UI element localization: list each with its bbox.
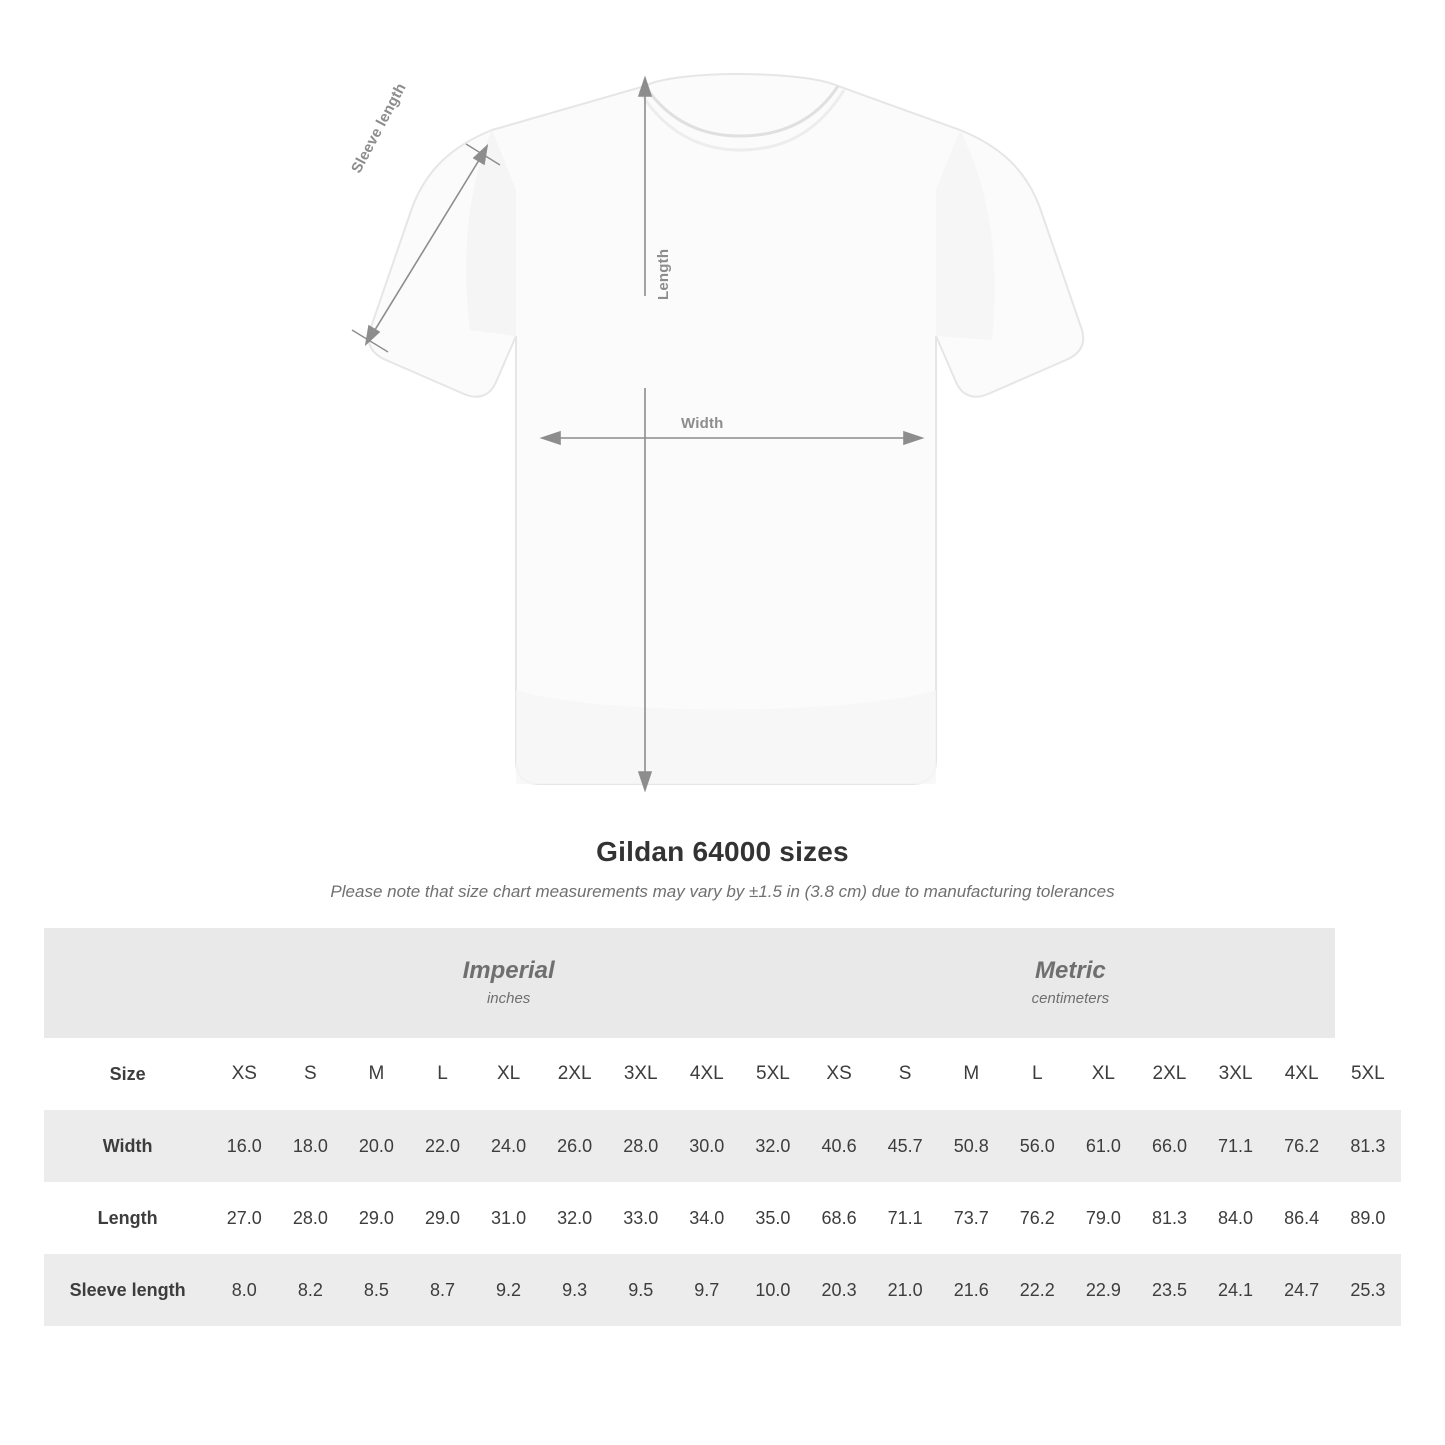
table-row-width	[44, 1110, 1401, 1182]
page-title: Gildan 64000 sizes	[596, 836, 849, 867]
col-header-metric-s: S	[872, 1038, 938, 1110]
cell-width-imperial-2xl: 26.0	[542, 1110, 608, 1182]
cell-length-imperial-l: 29.0	[409, 1182, 475, 1254]
col-header-imperial-s: S	[277, 1038, 343, 1110]
cell-length-metric-5xl: 89.0	[1335, 1182, 1401, 1254]
cell-length-metric-l: 76.2	[1004, 1182, 1070, 1254]
cell-width-imperial-4xl: 30.0	[674, 1110, 740, 1182]
size-table	[44, 928, 1401, 1326]
unit-header-spacer	[44, 928, 211, 1038]
sleeve-length-label: Sleeve length	[348, 80, 410, 176]
cell-sleeve-imperial-l: 8.7	[409, 1254, 475, 1326]
col-header-metric-5xl: 5XL	[1335, 1038, 1401, 1110]
table-row-length	[44, 1182, 1401, 1254]
cell-width-imperial-l: 22.0	[409, 1110, 475, 1182]
table-row-sleeve-length	[44, 1254, 1401, 1326]
cell-length-imperial-2xl: 32.0	[542, 1182, 608, 1254]
metric-header	[806, 928, 1335, 1038]
cell-sleeve-metric-xs: 20.3	[806, 1254, 872, 1326]
cell-width-metric-xl: 61.0	[1070, 1110, 1136, 1182]
cell-length-metric-s: 71.1	[872, 1182, 938, 1254]
cell-sleeve-metric-l: 22.2	[1004, 1254, 1070, 1326]
cell-width-imperial-5xl: 32.0	[740, 1110, 806, 1182]
row-label-width: Width	[44, 1110, 211, 1182]
cell-width-metric-xs: 40.6	[806, 1110, 872, 1182]
cell-length-imperial-m: 29.0	[343, 1182, 409, 1254]
col-header-imperial-2xl: 2XL	[542, 1038, 608, 1110]
col-header-imperial-m: M	[343, 1038, 409, 1110]
col-header-imperial-4xl: 4XL	[674, 1038, 740, 1110]
cell-sleeve-metric-s: 21.0	[872, 1254, 938, 1326]
cell-sleeve-imperial-s: 8.2	[277, 1254, 343, 1326]
cell-length-imperial-5xl: 35.0	[740, 1182, 806, 1254]
cell-width-metric-m: 50.8	[938, 1110, 1004, 1182]
cell-width-imperial-xs: 16.0	[211, 1110, 277, 1182]
cell-width-metric-2xl: 66.0	[1136, 1110, 1202, 1182]
col-header-metric-2xl: 2XL	[1136, 1038, 1202, 1110]
size-header-row	[44, 1038, 1401, 1110]
width-label: Width	[681, 415, 724, 432]
cell-length-metric-4xl: 86.4	[1269, 1182, 1335, 1254]
tolerance-note: Please note that size chart measurements may vary by ±1.5 in (3.8 cm) due to manufacturing tolerances	[330, 882, 1115, 901]
cell-length-imperial-3xl: 33.0	[608, 1182, 674, 1254]
cell-width-metric-l: 56.0	[1004, 1110, 1070, 1182]
metric-unit-label: centimeters	[1031, 990, 1110, 1008]
cell-width-metric-s: 45.7	[872, 1110, 938, 1182]
col-header-imperial-l: L	[409, 1038, 475, 1110]
cell-width-metric-3xl: 71.1	[1203, 1110, 1269, 1182]
row-label-length: Length	[44, 1182, 211, 1254]
cell-sleeve-imperial-2xl: 9.3	[542, 1254, 608, 1326]
col-header-imperial-5xl: 5XL	[740, 1038, 806, 1110]
col-header-imperial-3xl: 3XL	[608, 1038, 674, 1110]
cell-length-metric-3xl: 84.0	[1203, 1182, 1269, 1254]
cell-length-metric-m: 73.7	[938, 1182, 1004, 1254]
cell-sleeve-imperial-m: 8.5	[343, 1254, 409, 1326]
cell-sleeve-imperial-4xl: 9.7	[674, 1254, 740, 1326]
cell-length-imperial-xl: 31.0	[476, 1182, 542, 1254]
cell-length-imperial-4xl: 34.0	[674, 1182, 740, 1254]
col-header-imperial-xs: XS	[211, 1038, 277, 1110]
length-label: Length	[655, 248, 672, 300]
size-table-wrapper	[44, 928, 1401, 1326]
cell-sleeve-imperial-5xl: 10.0	[740, 1254, 806, 1326]
cell-sleeve-metric-5xl: 25.3	[1335, 1254, 1401, 1326]
col-header-metric-l: L	[1004, 1038, 1070, 1110]
col-header-metric-4xl: 4XL	[1269, 1038, 1335, 1110]
title-block	[0, 836, 1445, 902]
cell-sleeve-metric-2xl: 23.5	[1136, 1254, 1202, 1326]
cell-width-metric-5xl: 81.3	[1335, 1110, 1401, 1182]
row-label-size: Size	[44, 1038, 211, 1110]
metric-system-label: Metric	[1035, 956, 1106, 984]
cell-width-imperial-3xl: 28.0	[608, 1110, 674, 1182]
col-header-imperial-xl: XL	[476, 1038, 542, 1110]
imperial-unit-label: inches	[486, 990, 531, 1008]
cell-sleeve-imperial-xs: 8.0	[211, 1254, 277, 1326]
cell-sleeve-imperial-xl: 9.2	[476, 1254, 542, 1326]
cell-sleeve-metric-3xl: 24.1	[1203, 1254, 1269, 1326]
col-header-metric-m: M	[938, 1038, 1004, 1110]
col-header-metric-3xl: 3XL	[1203, 1038, 1269, 1110]
col-header-metric-xl: XL	[1070, 1038, 1136, 1110]
cell-sleeve-metric-xl: 22.9	[1070, 1254, 1136, 1326]
cell-width-imperial-m: 20.0	[343, 1110, 409, 1182]
col-header-metric-xs: XS	[806, 1038, 872, 1110]
cell-length-imperial-xs: 27.0	[211, 1182, 277, 1254]
cell-sleeve-metric-4xl: 24.7	[1269, 1254, 1335, 1326]
cell-length-metric-xl: 79.0	[1070, 1182, 1136, 1254]
cell-length-metric-xs: 68.6	[806, 1182, 872, 1254]
cell-width-metric-4xl: 76.2	[1269, 1110, 1335, 1182]
cell-sleeve-metric-m: 21.6	[938, 1254, 1004, 1326]
cell-length-metric-2xl: 81.3	[1136, 1182, 1202, 1254]
cell-width-imperial-s: 18.0	[277, 1110, 343, 1182]
imperial-system-label: Imperial	[462, 956, 555, 984]
cell-width-imperial-xl: 24.0	[476, 1110, 542, 1182]
cell-sleeve-imperial-3xl: 9.5	[608, 1254, 674, 1326]
imperial-header	[211, 928, 806, 1038]
cell-length-imperial-s: 28.0	[277, 1182, 343, 1254]
unit-header-row	[44, 928, 1401, 1038]
row-label-sleeve-length: Sleeve length	[44, 1254, 211, 1326]
